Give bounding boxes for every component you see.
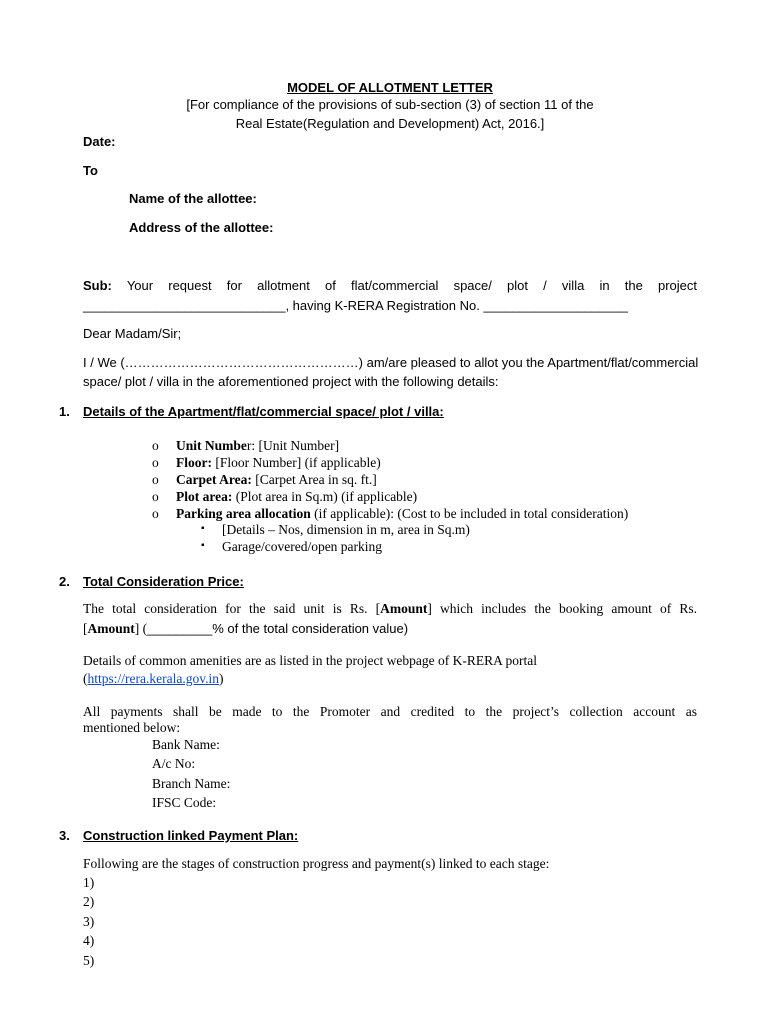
- list-item-bullet: o: [152, 489, 159, 504]
- account-number-label: A/c No:: [152, 756, 196, 771]
- section1-number: 1.: [59, 404, 70, 419]
- section2-heading: Total Consideration Price:: [83, 574, 244, 589]
- document-subtitle-line2: Real Estate(Regulation and Development) Act, 2016.]: [235, 116, 545, 131]
- list-item-unit-number: Unit Number: [Unit Number]: [176, 438, 340, 453]
- list-item-plot-area: Plot area: (Plot area in Sq.m) (if applicable): [176, 489, 418, 504]
- list-item-floor: Floor: [Floor Number] (if applicable): [176, 455, 381, 470]
- registration-number-blank: ____________________: [483, 298, 629, 313]
- bank-name-label: Bank Name:: [152, 737, 220, 752]
- stage-item: 3): [83, 914, 95, 929]
- list-item-bullet: o: [152, 438, 159, 453]
- subject-label: Sub:: [83, 278, 112, 293]
- sublist-bullet: ▪: [201, 523, 205, 534]
- date-label: Date:: [83, 134, 116, 149]
- amenities-line2: (https://rera.kerala.gov.in): [83, 671, 224, 686]
- to-label: To: [83, 163, 98, 178]
- sublist-item-details: [Details – Nos, dimension in m, area in Sq.m): [222, 522, 470, 537]
- salutation: Dear Madam/Sir;: [83, 326, 182, 341]
- intro-line2: space/ plot / villa in the aforementioned project with the following details:: [83, 374, 499, 389]
- list-item-bullet: o: [152, 455, 159, 470]
- stage-item: 5): [83, 953, 95, 968]
- consideration-line1: The total consideration for the said unit is Rs. [Amount] which includes the booking amount of Rs.: [83, 601, 698, 616]
- percentage-blank: _________: [147, 621, 213, 636]
- sublist-bullet: ▪: [201, 540, 205, 551]
- amenities-line1: Details of common amenities are as listed in the project webpage of K-RERA portal: [83, 653, 537, 668]
- payment-plan-intro: Following are the stages of construction progress and payment(s) linked to each stage:: [83, 856, 550, 871]
- project-name-blank: ____________________________: [83, 298, 286, 313]
- list-item-bullet: o: [152, 506, 159, 521]
- section3-number: 3.: [59, 828, 70, 843]
- section2-number: 2.: [59, 574, 70, 589]
- branch-name-label: Branch Name:: [152, 776, 231, 791]
- stage-item: 2): [83, 894, 95, 909]
- stage-item: 1): [83, 875, 95, 890]
- section1-heading: Details of the Apartment/flat/commercial space/ plot / villa:: [83, 404, 444, 419]
- list-item-bullet: o: [152, 472, 159, 487]
- subject-line2: [83, 298, 628, 313]
- registration-text: , having K-RERA Registration No.: [285, 298, 484, 313]
- list-item-parking: Parking area allocation (if applicable): (Cost to be included in total consideration): [176, 506, 629, 521]
- allottee-address-label: Address of the allottee:: [129, 220, 274, 235]
- consideration-line2: [Amount] (_________% of the total consideration value): [83, 621, 409, 636]
- intro-line1: I / We (………………………………………………) am/are pleased to allot you the Apartment/flat/commercial: [83, 355, 699, 370]
- payments-line1: All payments shall be made to the Promoter and credited to the project’s collection account as: [83, 704, 697, 719]
- rera-portal-link[interactable]: https://rera.kerala.gov.in: [87, 671, 219, 686]
- document-title: MODEL OF ALLOTMENT LETTER: [287, 80, 493, 95]
- section3-heading: Construction linked Payment Plan:: [83, 828, 299, 843]
- document-subtitle-line1: [For compliance of the provisions of sub-section (3) of section 11 of the: [186, 97, 594, 112]
- ifsc-code-label: IFSC Code:: [152, 795, 217, 810]
- list-item-carpet-area: Carpet Area: [Carpet Area in sq. ft.]: [176, 472, 377, 487]
- payments-line2: mentioned below:: [83, 720, 181, 735]
- allottee-name-label: Name of the allottee:: [129, 191, 257, 206]
- subject-line1: [83, 278, 697, 293]
- subject-text: Your request for allotment of flat/commercial space/ plot / villa in the project: [126, 278, 697, 293]
- stage-item: 4): [83, 933, 95, 948]
- sublist-item-parking-type: Garage/covered/open parking: [222, 539, 383, 554]
